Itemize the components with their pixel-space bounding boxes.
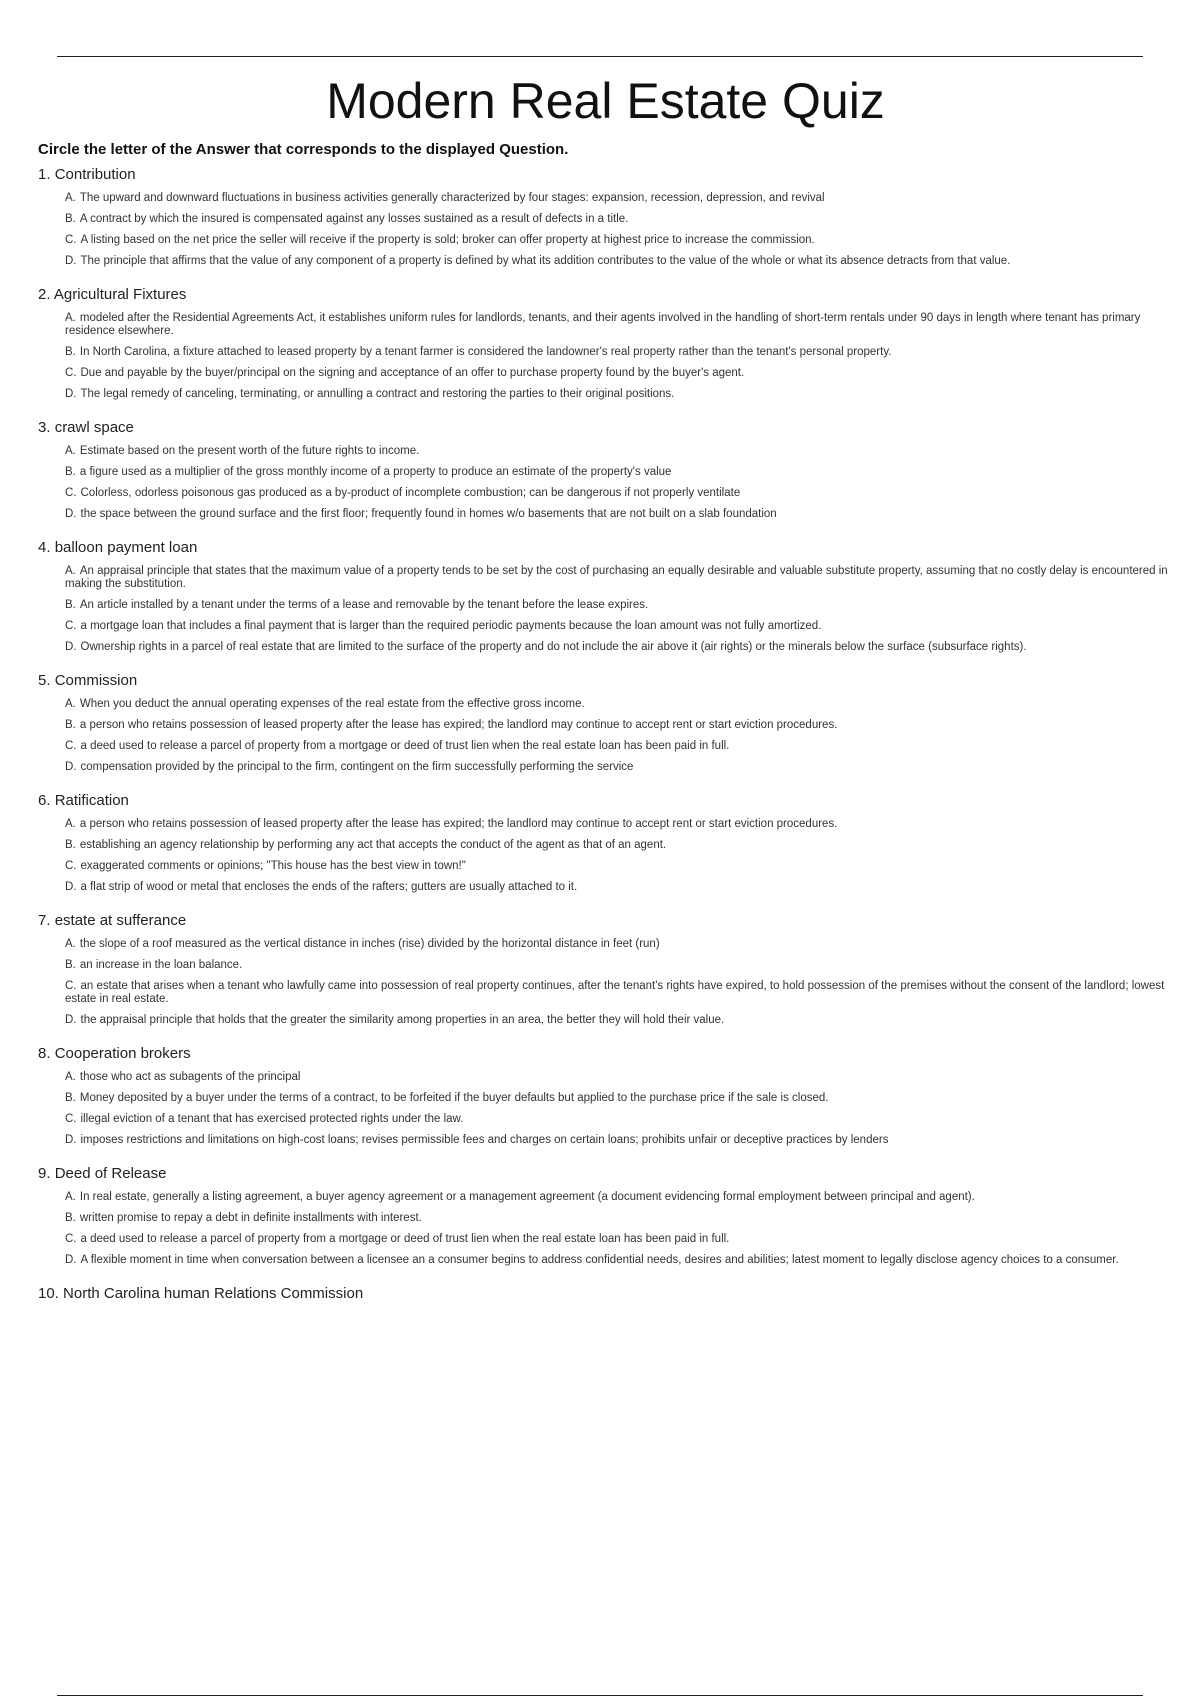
- answer-text: When you deduct the annual operating expenses of the real estate from the effective gross income.: [79, 698, 585, 710]
- answer-option: [65, 466, 1173, 479]
- answer-text: a deed used to release a parcel of property from a mortgage or deed of trust lien when the real estate loan has been paid in full.: [80, 1233, 730, 1245]
- answer-text: The upward and downward fluctuations in business activities generally characterized by four stages: expansion, recession, depression, and revival: [79, 192, 825, 204]
- answer-letter: A.: [65, 938, 76, 950]
- question-heading: [38, 286, 1173, 304]
- answer-option: [65, 599, 1173, 612]
- answer-letter: D.: [65, 1254, 77, 1266]
- question-block: [38, 912, 1173, 1027]
- question-term: Contribution: [54, 166, 136, 183]
- answer-option: [65, 388, 1173, 401]
- question-term: Deed of Release: [54, 1165, 167, 1182]
- answer-option: [65, 312, 1173, 338]
- answer-text: an estate that arises when a tenant who lawfully came into possession of real property continues, after the tenant's rights have expired, to hold possession of the premises without the consent of the landlord; lowest estate in real estate.: [65, 980, 1165, 1005]
- answer-text: a person who retains possession of leased property after the lease has expired; the landlord may continue to accept rent or start eviction procedures.: [79, 818, 838, 830]
- answer-option: [65, 1254, 1173, 1267]
- answer-letter: C.: [65, 980, 77, 992]
- answer-letter: B.: [65, 959, 76, 971]
- answer-letter: A.: [65, 1191, 76, 1203]
- answer-text: the appraisal principle that holds that the greater the similarity among properties in an area, the better they will hold their value.: [80, 1014, 725, 1026]
- answer-letter: A.: [65, 818, 76, 830]
- answer-letter: C.: [65, 487, 77, 499]
- answer-letter: D.: [65, 508, 77, 520]
- answer-letter: D.: [65, 1134, 77, 1146]
- question-heading: [38, 672, 1173, 690]
- answer-option: [65, 1134, 1173, 1147]
- answer-letter: D.: [65, 641, 77, 653]
- answer-text: Colorless, odorless poisonous gas produced as a by-product of incomplete combustion; can be dangerous if not properly ventilate: [80, 487, 741, 499]
- answer-text: the space between the ground surface and the first floor; frequently found in homes w/o basements that are not built on a slab foundation: [80, 508, 777, 520]
- answer-text: a flat strip of wood or metal that encloses the ends of the rafters; gutters are usually attached to it.: [80, 881, 578, 893]
- answer-option: [65, 620, 1173, 633]
- question-heading: [38, 792, 1173, 810]
- answer-text: a deed used to release a parcel of property from a mortgage or deed of trust lien when the real estate loan has been paid in full.: [80, 740, 730, 752]
- answer-text: The legal remedy of canceling, terminating, or annulling a contract and restoring the parties to their original positions.: [80, 388, 675, 400]
- answer-option: [65, 641, 1173, 654]
- answer-letter: C.: [65, 740, 77, 752]
- answer-text: An appraisal principle that states that the maximum value of a property tends to be set by the cost of purchasing an equally desirable and valuable substitute property, assuming that no costly delay is encountered in making the substitution.: [65, 565, 1168, 590]
- answer-letter: D.: [65, 255, 77, 267]
- answer-letter: A.: [65, 312, 76, 324]
- answer-text: Ownership rights in a parcel of real estate that are limited to the surface of the property and do not include the air above it (air rights) or the minerals below the surface (subsurface rights).: [80, 641, 1027, 653]
- answer-option: [65, 839, 1173, 852]
- answer-text: imposes restrictions and limitations on high-cost loans; revises permissible fees and charges on certain loans; prohibits unfair or deceptive practices by lenders: [80, 1134, 889, 1146]
- question-heading: [38, 1285, 1173, 1303]
- instruction-text: Circle the letter of the Answer that corresponds to the displayed Question.: [38, 141, 569, 158]
- answer-text: An article installed by a tenant under the terms of a lease and removable by the tenant before the lease expires.: [79, 599, 649, 611]
- answer-text: the slope of a roof measured as the vertical distance in inches (rise) divided by the horizontal distance in feet (run): [79, 938, 660, 950]
- answer-option: [65, 1113, 1173, 1126]
- answer-option: [65, 445, 1173, 458]
- answer-letter: D.: [65, 388, 77, 400]
- answer-letter: C.: [65, 1113, 77, 1125]
- answer-list: [38, 192, 1173, 268]
- answer-text: A flexible moment in time when conversation between a licensee an a consumer begins to address confidential needs, desires and abilities; latest moment to legally disclose agency choices to a consumer.: [80, 1254, 1119, 1266]
- answer-option: [65, 192, 1173, 205]
- answer-list: [38, 818, 1173, 894]
- question-block: [38, 286, 1173, 401]
- answer-letter: A.: [65, 1071, 76, 1083]
- answer-option: [65, 213, 1173, 226]
- page-title: Modern Real Estate Quiz: [326, 73, 885, 129]
- question-number: 8.: [38, 1045, 51, 1062]
- answer-option: [65, 565, 1173, 591]
- answer-option: [65, 938, 1173, 951]
- answer-list: [38, 445, 1173, 521]
- answer-text: compensation provided by the principal to the firm, contingent on the firm successfully performing the service: [80, 761, 634, 773]
- answer-letter: C.: [65, 860, 77, 872]
- question-heading: [38, 1165, 1173, 1183]
- answer-option: [65, 980, 1173, 1006]
- answer-option: [65, 487, 1173, 500]
- answer-option: [65, 1014, 1173, 1027]
- question-number: 4.: [38, 539, 51, 556]
- question-heading: [38, 539, 1173, 557]
- question-number: 2.: [38, 286, 51, 303]
- question-number: 1.: [38, 166, 51, 183]
- question-term: North Carolina human Relations Commission: [63, 1285, 364, 1302]
- answer-letter: C.: [65, 234, 77, 246]
- answer-text: written promise to repay a debt in definite installments with interest.: [79, 1212, 422, 1224]
- answer-letter: D.: [65, 1014, 77, 1026]
- question-number: 9.: [38, 1165, 51, 1182]
- question-block: [38, 1285, 1173, 1303]
- question-term: estate at sufferance: [54, 912, 187, 929]
- answer-text: a mortgage loan that includes a final payment that is larger than the required periodic payments because the loan amount was not fully amortized.: [80, 620, 822, 632]
- question-block: [38, 792, 1173, 894]
- question-term: Cooperation brokers: [54, 1045, 191, 1062]
- answer-text: illegal eviction of a tenant that has exercised protected rights under the law.: [80, 1113, 464, 1125]
- answer-text: a figure used as a multiplier of the gross monthly income of a property to produce an estimate of the property's value: [79, 466, 672, 478]
- answer-text: A contract by which the insured is compensated against any losses sustained as a result of defects in a title.: [79, 213, 629, 225]
- question-number: 7.: [38, 912, 51, 929]
- question-block: [38, 672, 1173, 774]
- top-rule: [57, 56, 1143, 57]
- answer-list: [38, 698, 1173, 774]
- answer-letter: D.: [65, 761, 77, 773]
- answer-letter: B.: [65, 1092, 76, 1104]
- answer-letter: B.: [65, 1212, 76, 1224]
- answer-option: [65, 719, 1173, 732]
- question-list: [38, 166, 1173, 1303]
- answer-text: establishing an agency relationship by performing any act that accepts the conduct of the agent as that of an agent.: [79, 839, 667, 851]
- answer-option: [65, 255, 1173, 268]
- answer-letter: C.: [65, 620, 77, 632]
- answer-option: [65, 881, 1173, 894]
- answer-text: a person who retains possession of leased property after the lease has expired; the landlord may continue to accept rent or start eviction procedures.: [79, 719, 838, 731]
- quiz-page: [38, 68, 1173, 1321]
- answer-text: Due and payable by the buyer/principal on the signing and acceptance of an offer to purchase property found by the buyer's agent.: [80, 367, 745, 379]
- answer-text: The principle that affirms that the value of any component of a property is defined by what its addition contributes to the value of the whole or what its absence detracts from that value.: [80, 255, 1011, 267]
- bottom-rule: [57, 1695, 1143, 1696]
- answer-option: [65, 1212, 1173, 1225]
- answer-letter: C.: [65, 367, 77, 379]
- question-term: Agricultural Fixtures: [53, 286, 187, 303]
- answer-option: [65, 860, 1173, 873]
- answer-option: [65, 959, 1173, 972]
- answer-letter: A.: [65, 698, 76, 710]
- answer-letter: B.: [65, 213, 76, 225]
- answer-text: Money deposited by a buyer under the terms of a contract, to be forfeited if the buyer defaults but applied to the purchase price if the sale is closed.: [79, 1092, 829, 1104]
- answer-option: [65, 234, 1173, 247]
- question-block: [38, 539, 1173, 654]
- question-number: 5.: [38, 672, 51, 689]
- answer-option: [65, 1233, 1173, 1246]
- answer-option: [65, 740, 1173, 753]
- question-term: balloon payment loan: [54, 539, 198, 556]
- answer-list: [38, 1191, 1173, 1267]
- answer-option: [65, 1092, 1173, 1105]
- answer-option: [65, 346, 1173, 359]
- question-number: 3.: [38, 419, 51, 436]
- question-block: [38, 419, 1173, 521]
- answer-list: [38, 1071, 1173, 1147]
- answer-option: [65, 1071, 1173, 1084]
- answer-list: [38, 312, 1173, 401]
- question-term: Ratification: [54, 792, 129, 809]
- answer-text: an increase in the loan balance.: [79, 959, 243, 971]
- answer-letter: B.: [65, 839, 76, 851]
- answer-letter: A.: [65, 445, 76, 457]
- answer-option: [65, 508, 1173, 521]
- answer-text: In North Carolina, a fixture attached to leased property by a tenant farmer is considered the landowner's real property rather than the tenant's personal property.: [79, 346, 892, 358]
- answer-list: [38, 938, 1173, 1027]
- answer-option: [65, 1191, 1173, 1204]
- answer-option: [65, 698, 1173, 711]
- answer-letter: B.: [65, 599, 76, 611]
- answer-letter: B.: [65, 466, 76, 478]
- answer-text: Estimate based on the present worth of the future rights to income.: [79, 445, 420, 457]
- question-heading: [38, 1045, 1173, 1063]
- question-block: [38, 166, 1173, 268]
- answer-option: [65, 367, 1173, 380]
- answer-letter: D.: [65, 881, 77, 893]
- answer-letter: A.: [65, 565, 76, 577]
- answer-letter: B.: [65, 346, 76, 358]
- question-block: [38, 1045, 1173, 1147]
- question-heading: [38, 419, 1173, 437]
- answer-letter: B.: [65, 719, 76, 731]
- question-heading: [38, 912, 1173, 930]
- answer-text: exaggerated comments or opinions; "This house has the best view in town!": [80, 860, 466, 872]
- question-term: crawl space: [54, 419, 134, 436]
- question-block: [38, 1165, 1173, 1267]
- answer-letter: A.: [65, 192, 76, 204]
- answer-option: [65, 818, 1173, 831]
- answer-list: [38, 565, 1173, 654]
- answer-text: those who act as subagents of the principal: [79, 1071, 301, 1083]
- question-heading: [38, 166, 1173, 184]
- answer-text: In real estate, generally a listing agreement, a buyer agency agreement or a management agreement (a document evidencing formal employment between principal and agent).: [79, 1191, 975, 1203]
- answer-text: A listing based on the net price the seller will receive if the property is sold; broker can offer property at highest price to increase the commission.: [80, 234, 815, 246]
- answer-text: modeled after the Residential Agreements Act, it establishes uniform rules for landlords, tenants, and their agents involved in the handling of short-term rentals under 90 days in length where tenant has primary residence elsewhere.: [65, 312, 1141, 337]
- answer-letter: C.: [65, 1233, 77, 1245]
- question-term: Commission: [54, 672, 138, 689]
- question-number: 10.: [38, 1285, 59, 1302]
- answer-option: [65, 761, 1173, 774]
- question-number: 6.: [38, 792, 51, 809]
